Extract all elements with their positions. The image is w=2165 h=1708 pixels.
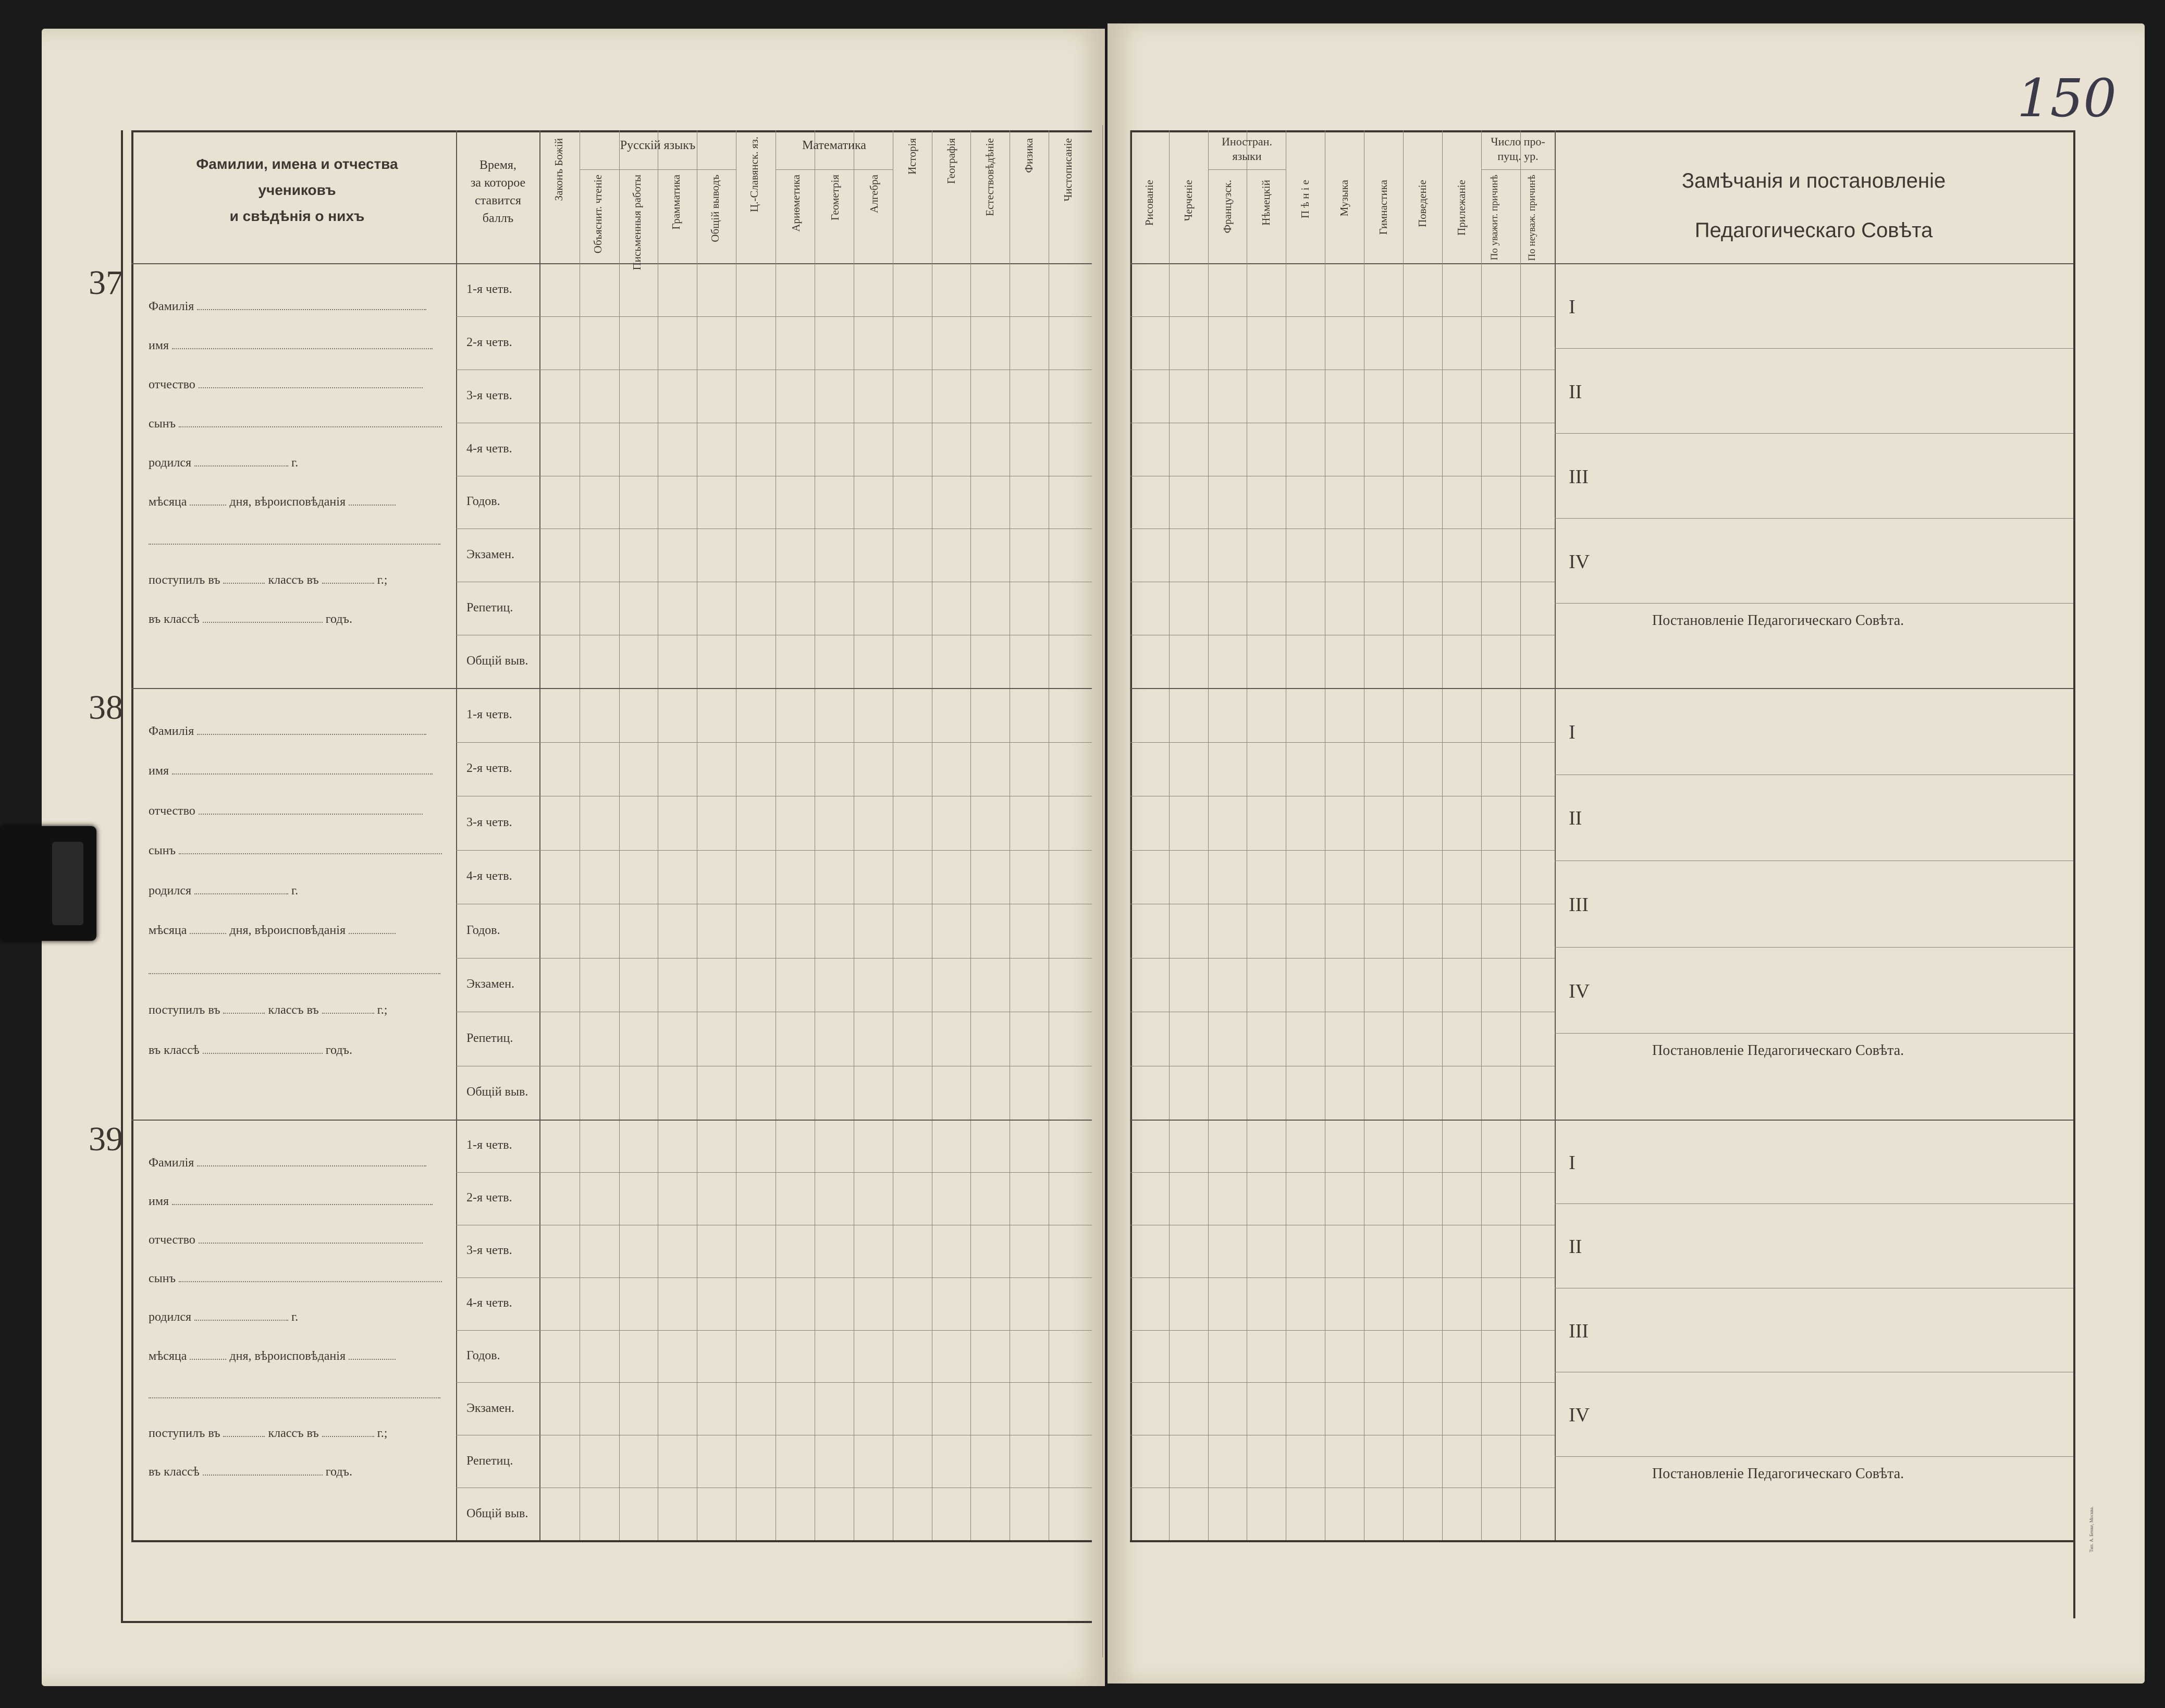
subject-foreign-1: Нѣмецкій — [1260, 180, 1272, 226]
student-field-row — [149, 804, 423, 818]
remarks-header-line: Педагогическаго Совѣта — [1694, 219, 1933, 242]
field-label-day_religion: дня, вѣроисповѣданія — [229, 495, 349, 509]
quarter-numeral: II — [1569, 1236, 1582, 1258]
dotted-fill-line — [179, 844, 442, 854]
period-row-rule — [456, 1172, 1092, 1173]
period-label: 1-я четв. — [466, 1138, 512, 1152]
field-label-patronymic: отчество — [149, 804, 199, 818]
right-page — [1108, 23, 2145, 1684]
quarter-numeral: III — [1569, 894, 1589, 916]
dotted-fill-line — [172, 339, 433, 349]
student-number: 37 — [89, 264, 123, 302]
math-group-rule — [776, 169, 893, 170]
quarter-numeral: II — [1569, 807, 1582, 830]
russian-group-rule — [580, 169, 736, 170]
student-field-row — [149, 884, 298, 898]
period-row-rule — [1130, 1277, 1555, 1278]
field-label-day_religion: дня, вѣроисповѣданія — [229, 1349, 349, 1363]
dotted-fill-line — [322, 573, 374, 584]
names-header-line: и свѣдѣнія о нихъ — [229, 208, 365, 224]
field-label-year_word: годъ. — [325, 1043, 352, 1057]
right-frame-edge — [2073, 130, 2075, 1618]
field-label-in_class: въ классѣ — [149, 612, 203, 626]
time-column-header — [458, 156, 538, 227]
field-label-son: сынъ — [149, 844, 179, 858]
subject-left-3: Физика — [1023, 138, 1035, 173]
dotted-fill-line — [172, 764, 433, 775]
field-label-class_in: классъ въ — [268, 1426, 322, 1440]
subject-left-2: Естествовѣдѣніе — [983, 138, 996, 216]
right-table-top — [1130, 130, 2073, 132]
subject-math-2: Алгебра — [868, 175, 880, 213]
field-label-patronymic: отчество — [149, 378, 199, 391]
student-field-row — [149, 534, 440, 548]
student-field-row — [149, 844, 442, 858]
field-label-born: родился — [149, 456, 195, 470]
student-block-separator — [1130, 688, 2073, 689]
period-row-rule — [1130, 1382, 1555, 1383]
subject-right-b-1: Музыка — [1338, 180, 1350, 217]
absence-sub-1: По неуваж. причинѣ — [1527, 175, 1537, 261]
subject-russian-3: Общій выводъ — [709, 175, 721, 242]
binder-clip — [0, 826, 96, 941]
grade-column-rule — [539, 130, 540, 1540]
names-header-line: учениковъ — [258, 182, 336, 198]
student-field-row — [149, 339, 433, 353]
dotted-fill-line — [349, 495, 396, 506]
student-field-row — [149, 378, 423, 392]
student-field-row — [149, 456, 298, 470]
student-field-row — [149, 924, 396, 938]
right-table-bottom — [1130, 1540, 2073, 1542]
decree-label: Постановленіе Педагогическаго Совѣта. — [1652, 1042, 1904, 1059]
field-label-entered: поступилъ въ — [149, 573, 224, 587]
absence-header-line: пущ. ур. — [1497, 150, 1539, 163]
student-field-row — [149, 1310, 298, 1324]
student-field-row — [149, 1156, 426, 1170]
remarks-column-rule — [1555, 130, 1556, 1540]
time-header-line: ставится — [475, 194, 521, 207]
field-label-class_in: классъ въ — [268, 573, 322, 587]
student-block-separator — [131, 1120, 1092, 1121]
student-field-row — [149, 964, 440, 978]
student-field-row — [149, 724, 426, 739]
period-label: 4-я четв. — [466, 441, 512, 456]
period-row-rule — [456, 316, 1092, 317]
dotted-fill-line — [203, 1465, 323, 1476]
field-label-year_abbr: г. — [291, 1310, 299, 1324]
quarter-rule — [1555, 1033, 2073, 1034]
subject-right-b-2: Гимнастика — [1377, 180, 1389, 235]
left-frame-edge — [121, 130, 123, 1621]
grade-column-rule — [1442, 130, 1443, 1540]
quarter-numeral: III — [1569, 465, 1589, 488]
quarter-rule — [1555, 348, 2073, 349]
period-row-rule — [456, 1277, 1092, 1278]
student-block-separator — [1130, 1120, 2073, 1121]
period-label: 2-я четв. — [466, 1191, 512, 1205]
period-label: Репетиц. — [466, 1031, 513, 1045]
dotted-fill-line — [197, 300, 426, 310]
field-label-year_suffix: г.; — [377, 1426, 388, 1440]
period-row-rule — [456, 850, 1092, 851]
subject-right-b-4: Прилежаніе — [1455, 180, 1468, 236]
student-field-row — [149, 1233, 423, 1247]
student-field-row — [149, 1427, 387, 1441]
student-field-row — [149, 495, 396, 509]
dotted-fill-line — [322, 1427, 374, 1437]
grade-column-rule — [1481, 130, 1482, 1540]
dotted-fill-line — [199, 804, 423, 815]
period-label: Годов. — [466, 923, 500, 937]
dotted-fill-line — [149, 534, 440, 545]
field-label-entered: поступилъ въ — [149, 1426, 224, 1440]
dotted-fill-line — [203, 1043, 323, 1054]
quarter-numeral: III — [1569, 1320, 1589, 1342]
period-label: 3-я четв. — [466, 1244, 512, 1258]
absence-group-rule — [1481, 169, 1555, 170]
names-column-header — [146, 151, 448, 229]
period-row-rule — [1130, 1330, 1555, 1331]
quarter-numeral: I — [1569, 721, 1576, 743]
period-label: 4-я четв. — [466, 869, 512, 883]
quarter-numeral: IV — [1569, 550, 1590, 573]
subject-right-b-0: П ѣ н і е — [1299, 180, 1311, 218]
grade-column-rule — [1208, 130, 1209, 1540]
left-header-bottom — [131, 263, 1092, 264]
field-label-name: имя — [149, 764, 173, 778]
subject-russian-2: Грамматика — [670, 175, 682, 230]
period-row-rule — [456, 1330, 1092, 1331]
dotted-fill-line — [190, 924, 226, 934]
period-label: Экзамен. — [466, 548, 515, 562]
student-field-row — [149, 1195, 433, 1209]
subject-foreign-0: Французск. — [1221, 180, 1234, 234]
field-label-year_abbr: г. — [291, 883, 299, 898]
quarter-numeral: IV — [1569, 980, 1590, 1002]
field-label-son: сынъ — [149, 417, 179, 431]
period-label: 4-я четв. — [466, 1296, 512, 1310]
subject-math-1: Геометрія — [829, 175, 841, 220]
quarter-numeral: IV — [1569, 1404, 1590, 1426]
period-row-rule — [1130, 850, 1555, 851]
decree-label: Постановленіе Педагогическаго Совѣта. — [1652, 1465, 1904, 1482]
dotted-fill-line — [149, 964, 440, 974]
dotted-fill-line — [203, 612, 323, 623]
quarter-rule — [1555, 603, 2073, 604]
grade-column-rule — [456, 130, 457, 1540]
student-field-row — [149, 1043, 352, 1058]
period-row-rule — [456, 742, 1092, 743]
dotted-fill-line — [179, 1272, 442, 1282]
field-label-class_in: классъ въ — [268, 1003, 322, 1017]
dotted-fill-line — [190, 1349, 226, 1360]
period-label: Экзамен. — [466, 1401, 515, 1415]
field-label-year_abbr: г. — [291, 456, 299, 470]
field-label-month: мѣсяца — [149, 495, 190, 509]
dotted-fill-line — [223, 1427, 265, 1437]
period-row-rule — [1130, 316, 1555, 317]
period-label: Репетиц. — [466, 601, 513, 615]
student-field-row — [149, 764, 433, 778]
student-field-row — [149, 1003, 387, 1017]
quarter-numeral: I — [1569, 296, 1576, 318]
quarter-rule — [1555, 433, 2073, 434]
dotted-fill-line — [197, 1156, 426, 1166]
field-label-name: имя — [149, 1195, 173, 1209]
student-field-row — [149, 1465, 352, 1479]
subject-russian-0: Объяснит. чтеніе — [592, 175, 604, 254]
period-label: Экзамен. — [466, 977, 515, 991]
field-label-born: родился — [149, 1310, 195, 1324]
student-block-separator — [131, 688, 1092, 689]
remarks-header-line: Замѣчанія и постановленіе — [1681, 169, 1946, 192]
right-header-bottom — [1130, 263, 2073, 264]
dotted-fill-line — [223, 1003, 265, 1014]
foreign-group-header — [1208, 134, 1286, 164]
subject-left-1: Географія — [945, 138, 957, 184]
math-group-header: Математика — [802, 139, 866, 152]
russian-group-header: Русскій языкъ — [620, 139, 696, 152]
period-label: 1-я четв. — [466, 707, 512, 721]
field-label-entered: поступилъ въ — [149, 1003, 224, 1017]
absence-sub-0: По уважит. причинѣ — [1489, 175, 1500, 261]
student-field-row — [149, 417, 442, 431]
period-row-rule — [1130, 742, 1555, 743]
field-label-in_class: въ классѣ — [149, 1465, 203, 1479]
dotted-fill-line — [190, 495, 226, 506]
field-label-month: мѣсяца — [149, 924, 190, 938]
dotted-fill-line — [172, 1195, 433, 1205]
absence-header-line: Число про- — [1491, 135, 1545, 148]
names-header-line: Фамилии, имена и отчества — [196, 156, 398, 172]
period-label: Общій выв. — [466, 1506, 528, 1520]
field-label-surname: Фамилія — [149, 1156, 198, 1170]
left-table-top — [131, 130, 1092, 132]
period-label: Общій выв. — [466, 654, 528, 668]
field-label-surname: Фамилія — [149, 724, 198, 738]
field-label-year_word: годъ. — [325, 612, 352, 626]
dotted-fill-line — [194, 1310, 288, 1321]
student-field-row — [149, 612, 352, 626]
student-field-row — [149, 300, 426, 314]
printer-mark: Тип. А. Бенке, Москва. — [2089, 1506, 2094, 1553]
foreign-header-line: Иностран. — [1222, 135, 1272, 148]
dotted-fill-line — [197, 724, 426, 735]
period-label: Годов. — [466, 1348, 500, 1362]
field-label-patronymic: отчество — [149, 1233, 199, 1247]
subject-right-b-3: Поведеніе — [1416, 180, 1429, 227]
foreign-group-rule — [1208, 169, 1286, 170]
left-frame-bottom — [121, 1621, 1092, 1623]
left-table-bottom — [131, 1540, 1092, 1542]
field-label-day_religion: дня, вѣроисповѣданія — [229, 924, 349, 938]
quarter-rule — [1555, 1456, 2073, 1457]
dotted-fill-line — [349, 924, 396, 934]
quarter-numeral: II — [1569, 380, 1582, 403]
field-label-year_suffix: г.; — [377, 1003, 388, 1017]
period-label: Годов. — [466, 495, 500, 509]
field-label-born: родился — [149, 883, 195, 898]
foreign-header-line: языки — [1232, 150, 1262, 163]
time-header-line: за которое — [470, 176, 526, 190]
dotted-fill-line — [349, 1349, 396, 1360]
grade-column-rule — [1520, 130, 1521, 1540]
period-label: 2-я четв. — [466, 761, 512, 776]
period-row-rule — [456, 958, 1092, 959]
student-number: 39 — [89, 1120, 123, 1158]
field-label-year_word: годъ. — [325, 1465, 352, 1479]
decree-label: Постановленіе Педагогическаго Совѣта. — [1652, 612, 1904, 629]
field-label-year_suffix: г.; — [377, 573, 388, 587]
period-label: Общій выв. — [466, 1085, 528, 1099]
subject-church-slavonic: Ц.-Славянск. яз. — [748, 137, 760, 212]
dotted-fill-line — [199, 378, 423, 388]
dotted-fill-line — [199, 1233, 423, 1244]
subject-left-0: Исторія — [906, 138, 918, 175]
grade-column-rule — [1403, 130, 1404, 1540]
quarter-rule — [1555, 518, 2073, 519]
dotted-fill-line — [322, 1003, 374, 1014]
grade-column-rule — [1169, 130, 1170, 1540]
period-label: Репетиц. — [466, 1454, 513, 1468]
student-field-row — [149, 1272, 442, 1286]
period-row-rule — [456, 1382, 1092, 1383]
subject-russian-1: Письменныя работы — [631, 175, 643, 271]
period-label: 1-я четв. — [466, 282, 512, 296]
period-row-rule — [1130, 958, 1555, 959]
grade-column-rule — [619, 130, 620, 1540]
left-table-border — [131, 130, 133, 1540]
field-label-in_class: въ классѣ — [149, 1043, 203, 1057]
period-label: 3-я четв. — [466, 388, 512, 402]
student-field-row — [149, 1349, 396, 1363]
period-label: 2-я четв. — [466, 335, 512, 349]
student-field-row — [149, 573, 387, 587]
field-label-month: мѣсяца — [149, 1349, 190, 1363]
time-header-line: Время, — [479, 158, 516, 172]
page-number: 150 — [2017, 68, 2117, 129]
subject-left-4: Чистописаніе — [1062, 138, 1074, 202]
dotted-fill-line — [194, 884, 288, 894]
subject-math-0: Ариѳметика — [790, 175, 802, 232]
time-header-line: баллъ — [482, 212, 514, 225]
field-label-son: сынъ — [149, 1272, 179, 1286]
grade-column-rule — [970, 130, 971, 1540]
subject-right-a-1: Черченіе — [1182, 180, 1195, 222]
spine-line — [1102, 125, 1103, 1657]
period-label: 3-я четв. — [466, 815, 512, 829]
subject-right-a-0: Рисованіе — [1143, 180, 1155, 226]
dotted-fill-line — [149, 1388, 440, 1398]
dotted-fill-line — [223, 573, 265, 584]
absence-group-header — [1481, 134, 1555, 164]
period-row-rule — [1130, 1172, 1555, 1173]
subject-law-of-god: Законъ Божій — [552, 138, 565, 201]
field-label-surname: Фамилія — [149, 300, 198, 313]
field-label-name: имя — [149, 339, 173, 352]
remarks-header — [1558, 156, 2069, 255]
student-field-row — [149, 1388, 440, 1402]
dotted-fill-line — [194, 456, 288, 466]
dotted-fill-line — [179, 417, 442, 427]
student-number: 38 — [89, 689, 123, 727]
quarter-numeral: I — [1569, 1151, 1576, 1174]
quarter-rule — [1555, 947, 2073, 948]
quarter-rule — [1555, 1203, 2073, 1204]
